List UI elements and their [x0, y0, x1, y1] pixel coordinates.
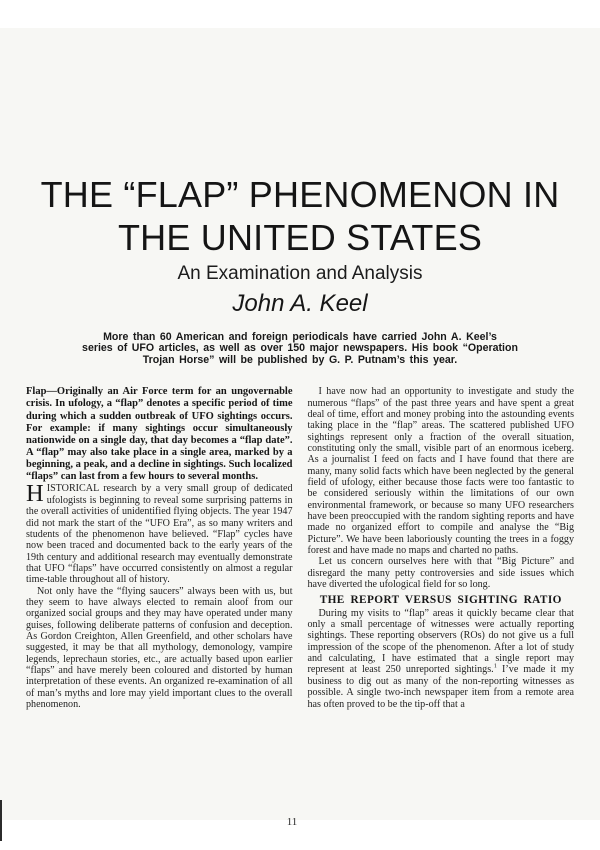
article-header [0, 28, 600, 366]
big-picture-paragraph: Let us concern ourselves here with that “Big Picture” and disregard the many petty controversies and side issues which have diverted the ufological field for so long. [307, 556, 574, 591]
article-page [0, 28, 600, 828]
flying-saucers-paragraph: Not only have the “flying saucers” always been with us, but they seem to have always elected to remain aloof from our organized social groups and they may have operated under many guises, following deliberate patterns of confusion and deception. As Gordon Creighton, Allen Greenfield, and other scholars have suggested, it may be that all mythology, demonology, vampire legends, leprechaun stories, etc., are actually based upon earlier “flaps” and have merely been coloured and distorted by human interpretation of these events. An organized re-examination of all of man’s myths and lore may yield important clues to the overall phenomenon. [26, 585, 293, 710]
investigation-paragraph: I have now had an opportunity to investigate and study the numerous “flaps” of the past three years and have spent a great deal of time, effort and money probing into the astounding events taking place in the “flap” areas. The scattered published UFO sightings represent only a fraction of the overall situation, constituting only the small, visible part of an enormous iceberg. As a journalist I feed on facts and I have found that there are many, many solid facts which have been neglected by the general field of ufology, either because those facts were too fantastic to be considered seriously within the limitations of our own environmental framework, or because so many UFO researchers have been preoccupied with the random sighting reports and have made no organized effort to compile and analyse the “Big Picture”. We have been laboriously counting the trees in a foggy forest and have made no maps and charted no paths. [307, 386, 574, 557]
paragraph-text: I’ve made it my business to dig out as many of the non-reporting witnesses as possible. A single two-inch newspaper item from a remote area has often proved to be the tip-off that a [307, 664, 575, 710]
right-column [308, 386, 575, 710]
article-title [0, 28, 600, 259]
section-heading: THE REPORT VERSUS SIGHTING RATIO [319, 594, 562, 607]
report-ratio-paragraph [308, 608, 575, 710]
drop-cap: H [26, 480, 44, 508]
left-column [26, 386, 293, 710]
footnote-reference: 1 [493, 663, 497, 671]
author-bio-blurb [0, 332, 600, 366]
page-number: 11 [286, 816, 298, 828]
blurb-line: series of UFO articles, as well as over 150 major newspapers. His book “Operation [82, 342, 518, 355]
historical-paragraph [26, 480, 293, 586]
flap-definition-paragraph: Flap—Originally an Air Force term for an ungovernable crisis. In ufology, a “flap” denotes a specific period of time during which a sudden outbreak of UFO sightings occurs. For example: if many sightings occur simultaneously nationwide on a single day, that day becomes a “flap date”. A “flap” may also take place in a single area, marked by a beginning, a peak, and a decline in sightings. Such localized “flaps” can last from a few hours to several months. [26, 386, 293, 483]
paragraph-text: ISTORICAL research by a very small group of dedicated ufologists is beginning to reveal some surprising patterns in the overall activities of unidentified flying objects. The year 1947 did not mark the start of the “UFO Era”, as so many writers and students of the phenomenon have believed. “Flap” cycles have now been traced and documented back to the early years of the 19th century and additional research may eventually demonstrate that UFO “flaps” have occurred consistently on almost a regular time-table throughout all of history. [26, 483, 293, 586]
blurb-line: More than 60 American and foreign periodicals have carried John A. Keel’s [103, 331, 497, 343]
article-body [0, 386, 600, 710]
article-title-line1: THE “FLAP” PHENOMENON IN [40, 174, 560, 215]
article-subtitle: An Examination and Analysis [177, 263, 423, 284]
blurb-line: Trojan Horse” will be published by G. P. Putnam’s this year. [142, 353, 458, 366]
paragraph-text: During my visits to “flap” areas it quickly became clear that only a small percentage of witnesses were actually reporting sightings. These reporting observers (ROs) do not give us a full impression of the scope of the phenomenon. After a lot of study and calculating, I have estimated that a single report may represent at least 250 unreported sightings. [307, 607, 574, 676]
scan-edge-artifact [0, 800, 2, 841]
article-title-line2: THE UNITED STATES [117, 217, 483, 258]
author-byline: John A. Keel [232, 290, 368, 317]
